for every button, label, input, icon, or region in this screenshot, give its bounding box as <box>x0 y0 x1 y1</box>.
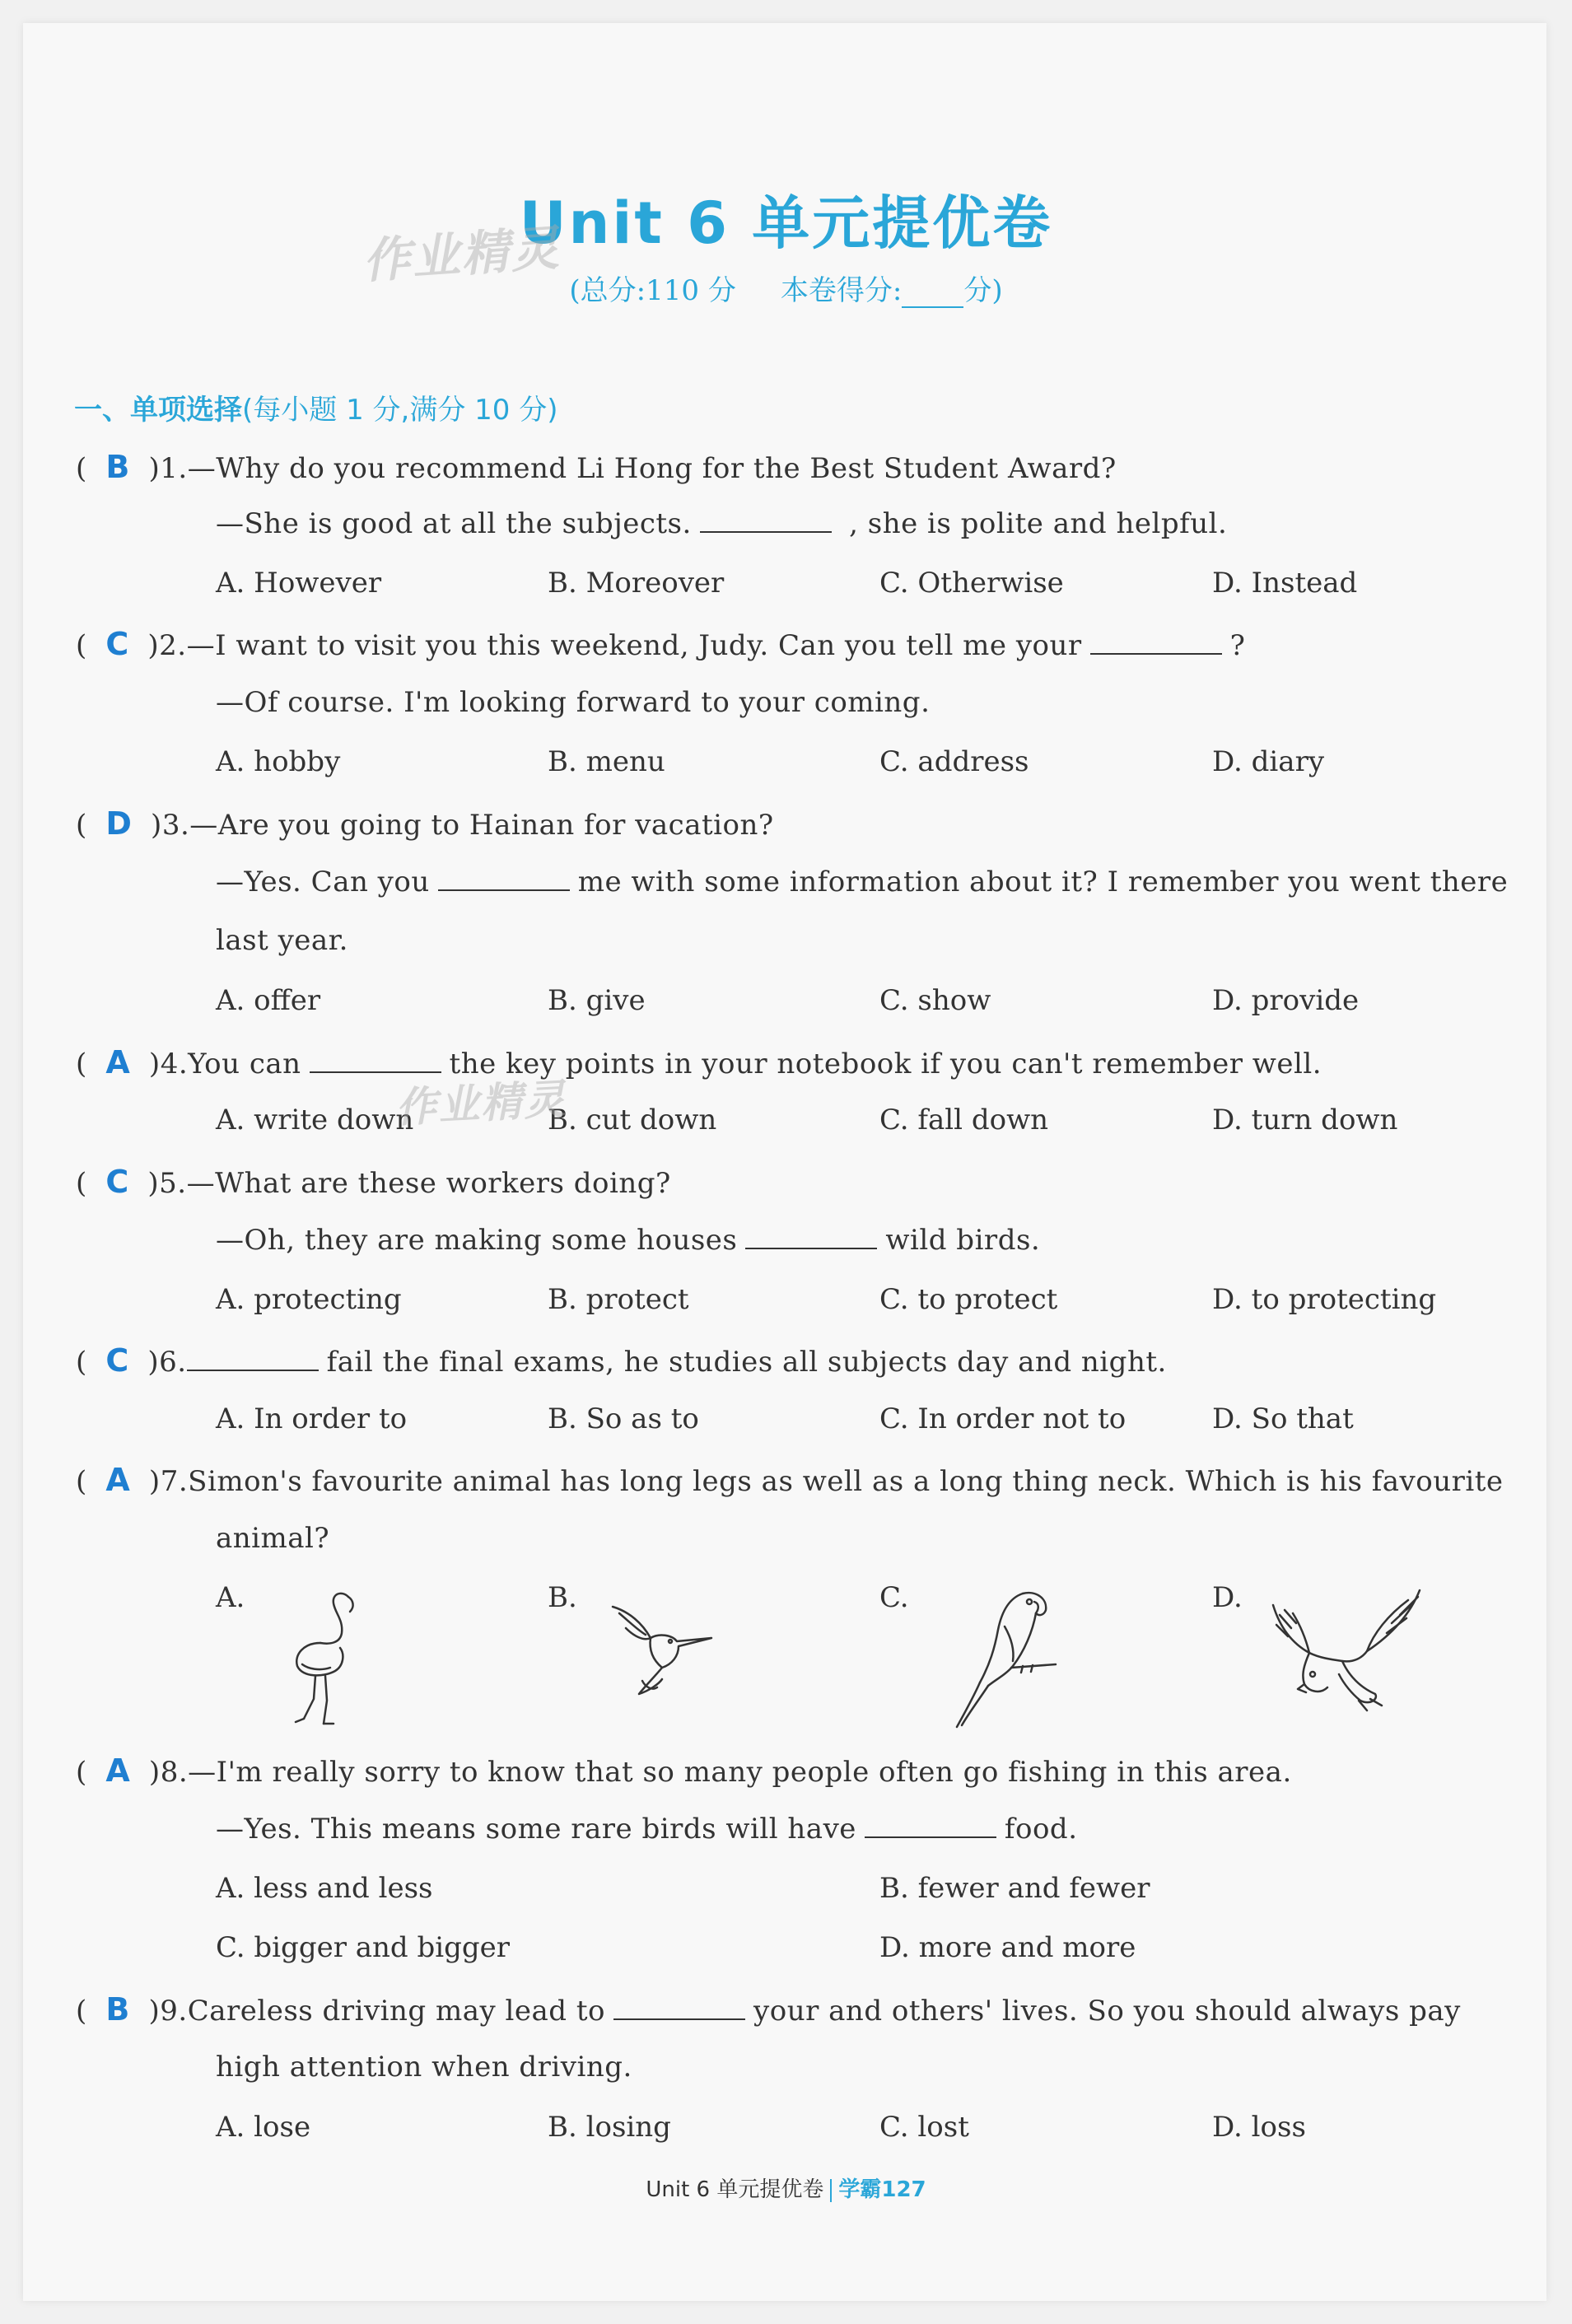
question-text: Simon's favourite animal has long legs as well as a long thing neck. Which is his favourite <box>188 1465 1504 1498</box>
question-text: —I'm really sorry to know that so many people often go fishing in this area. <box>188 1756 1292 1789</box>
option-b[interactable]: B. <box>548 1581 577 1614</box>
question-number: 4. <box>160 1048 189 1080</box>
section-note: (每小题 1 分,满分 10 分) <box>242 394 558 427</box>
question-4-line-1: ( A )4.You can the key points in your notebook if you can't remember well. <box>76 1044 1322 1080</box>
question-8-line-2 <box>216 1812 1078 1846</box>
parrot-icon[interactable] <box>947 1585 1062 1729</box>
option-b[interactable]: B. cut down <box>548 1104 717 1136</box>
score-blank[interactable] <box>902 282 963 308</box>
footer-unit: Unit 6 单元提优卷 <box>646 2177 824 2202</box>
question-text: —Yes. This means some rare birds will have <box>216 1813 856 1846</box>
question-8-line-1: ( A )8.—I'm really sorry to know that so many people often go fishing in this area. <box>76 1752 1292 1789</box>
question-number: 1. <box>160 452 188 485</box>
total-score: (总分:110 分 <box>569 274 736 307</box>
flamingo-icon[interactable] <box>284 1585 375 1729</box>
answer-blank[interactable] <box>700 506 832 533</box>
option-b[interactable]: B. protect <box>548 1283 689 1316</box>
question-text: food. <box>1004 1813 1078 1846</box>
option-a[interactable]: A. However <box>216 567 382 600</box>
answer-6: C <box>105 1342 129 1379</box>
answer-blank[interactable] <box>613 1994 745 2020</box>
option-c[interactable]: C. <box>879 1581 909 1614</box>
option-d[interactable]: D. more and more <box>879 1931 1136 1964</box>
option-d[interactable]: D. provide <box>1212 984 1360 1017</box>
question-text: —She is good at all the subjects. <box>216 507 692 540</box>
question-1-line-2 <box>216 506 1227 540</box>
answer-3: D <box>105 805 133 842</box>
question-number: 7. <box>160 1465 189 1498</box>
answer-blank[interactable] <box>745 1223 877 1249</box>
answer-blank[interactable] <box>310 1047 441 1073</box>
option-c[interactable]: C. to protect <box>879 1283 1058 1316</box>
option-b[interactable]: B. fewer and fewer <box>879 1872 1150 1905</box>
eagle-icon[interactable] <box>1268 1585 1425 1717</box>
answer-8: A <box>105 1752 131 1789</box>
watermark: 作业精灵 <box>394 1075 568 1132</box>
question-text: the key points in your notebook if you can't remember well. <box>449 1048 1322 1080</box>
question-6-line-1: ( C )6. fail the final exams, he studies all subjects day and night. <box>76 1342 1167 1379</box>
question-2-line-2: —Of course. I'm looking forward to your coming. <box>216 686 931 719</box>
question-text: —Are you going to Hainan for vacation? <box>189 809 774 842</box>
answer-2: C <box>105 626 129 662</box>
question-text: —Why do you recommend Li Hong for the Best Student Award? <box>187 452 1117 485</box>
option-c[interactable]: C. show <box>879 984 991 1017</box>
question-3-line-2 <box>216 865 1508 898</box>
option-a[interactable]: A. protecting <box>216 1283 402 1316</box>
answer-9: B <box>105 1991 130 2028</box>
question-text: You can <box>188 1048 301 1080</box>
option-c[interactable]: C. In order not to <box>879 1402 1127 1435</box>
option-a[interactable]: A. lose <box>216 2111 311 2144</box>
question-2-line-1: ( C )2.—I want to visit you this weekend, Judy. Can you tell me your ? <box>76 626 1246 662</box>
question-number: 3. <box>161 809 190 842</box>
option-a[interactable]: A. In order to <box>216 1402 408 1435</box>
option-d[interactable]: D. turn down <box>1212 1104 1398 1136</box>
option-c[interactable]: C. address <box>879 745 1029 778</box>
option-d[interactable]: D. loss <box>1212 2111 1306 2144</box>
option-b[interactable]: B. give <box>548 984 646 1017</box>
question-text: Careless driving may lead to <box>187 1995 606 2028</box>
watermark: 作业精灵 <box>361 219 562 290</box>
question-text: —What are these workers doing? <box>186 1167 671 1200</box>
option-d[interactable]: D. diary <box>1212 745 1325 778</box>
question-text: wild birds. <box>885 1224 1041 1257</box>
footer-brand: 学霸 <box>838 2177 882 2202</box>
answer-blank[interactable] <box>187 1345 319 1371</box>
option-d[interactable]: D. <box>1212 1581 1243 1614</box>
option-a[interactable]: A. hobby <box>216 745 341 778</box>
question-text: —Oh, they are making some houses <box>216 1224 738 1257</box>
question-text: fail the final exams, he studies all subjects day and night. <box>326 1346 1167 1379</box>
option-d[interactable]: D. Instead <box>1212 567 1358 600</box>
question-number: 5. <box>159 1167 187 1200</box>
answer-1: B <box>105 449 130 485</box>
section-heading <box>74 387 557 427</box>
answer-blank[interactable] <box>1090 628 1222 655</box>
option-a[interactable]: A. <box>216 1581 245 1614</box>
question-7-line-2: animal? <box>216 1522 330 1555</box>
option-b[interactable]: B. Moreover <box>548 567 725 600</box>
answer-blank[interactable] <box>438 865 570 891</box>
option-a[interactable]: A. offer <box>216 984 321 1017</box>
question-5-line-1: ( C )5.—What are these workers doing? <box>76 1164 671 1200</box>
question-number: 8. <box>160 1756 189 1789</box>
answer-5: C <box>105 1164 129 1200</box>
answer-blank[interactable] <box>865 1812 996 1838</box>
score-unit: 分) <box>963 274 1003 307</box>
score-label: 本卷得分: <box>780 274 903 307</box>
page-footer <box>0 2172 1572 2203</box>
question-3-line-3: last year. <box>216 924 348 957</box>
option-d[interactable]: D. So that <box>1212 1402 1354 1435</box>
option-b[interactable]: B. losing <box>548 2111 671 2144</box>
option-b[interactable]: B. So as to <box>548 1402 699 1435</box>
question-text: , she is polite and helpful. <box>839 507 1228 540</box>
question-text: me with some information about it? I remember you went there <box>577 866 1509 898</box>
question-7-line-1: ( A )7.Simon's favourite animal has long legs as well as a long thing neck. Which is his favourite <box>76 1462 1504 1498</box>
option-c[interactable]: C. Otherwise <box>879 567 1064 600</box>
answer-7: A <box>105 1462 131 1498</box>
question-text: —I want to visit you this weekend, Judy. Can you tell me your <box>186 629 1082 662</box>
question-9-line-1: ( B )9.Careless driving may lead to your and others' lives. So you should always pay <box>76 1991 1461 2028</box>
option-a[interactable]: A. write down <box>216 1104 414 1136</box>
question-number: 6. <box>159 1346 187 1379</box>
question-1-line-1: ( B )1.—Why do you recommend Li Hong for the Best Student Award? <box>76 449 1117 485</box>
question-text: —Yes. Can you <box>216 866 430 898</box>
question-number: 2. <box>159 629 187 662</box>
question-5-line-2 <box>216 1223 1040 1257</box>
page-number: 127 <box>881 2177 926 2202</box>
hummingbird-icon[interactable] <box>609 1602 716 1701</box>
option-c[interactable]: C. bigger and bigger <box>216 1931 511 1964</box>
section-title: 一、单项选择 <box>74 394 242 427</box>
question-text: ? <box>1229 629 1246 662</box>
option-c[interactable]: C. lost <box>879 2111 969 2144</box>
option-a[interactable]: A. less and less <box>216 1872 433 1905</box>
question-number: 9. <box>160 1995 188 2028</box>
page-title: Unit 6 单元提优卷 <box>519 189 1053 257</box>
score-line <box>0 268 1572 308</box>
question-3-line-1: ( D )3.—Are you going to Hainan for vacation? <box>76 805 774 842</box>
option-d[interactable]: D. to protecting <box>1212 1283 1437 1316</box>
question-text: your and others' lives. So you should always pay <box>753 1995 1461 2028</box>
question-9-line-2: high attention when driving. <box>216 2051 632 2084</box>
answer-4: A <box>105 1044 131 1080</box>
option-c[interactable]: C. fall down <box>879 1104 1049 1136</box>
option-b[interactable]: B. menu <box>548 745 665 778</box>
footer-divider <box>830 2179 832 2202</box>
